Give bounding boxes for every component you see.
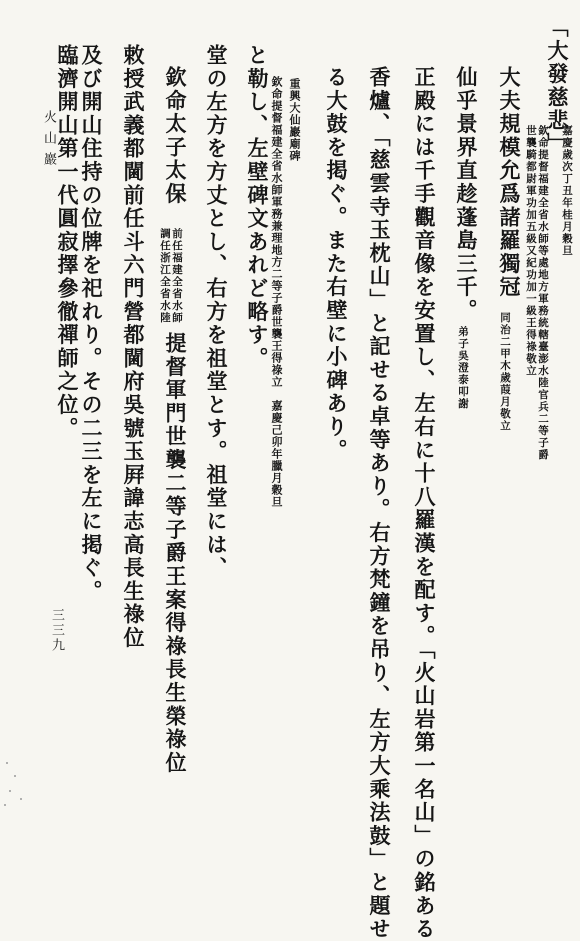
page-number: 三三九 bbox=[49, 608, 64, 653]
scan-speck bbox=[4, 804, 6, 806]
text-col-8: と勒し、左壁碑文あれど略す。 bbox=[245, 44, 270, 371]
note-col-1b1: 欽命提督福建全省水師等處地方軍務統轄臺澎水陸官兵二等子爵 bbox=[537, 125, 549, 461]
text-col-10-rest: 提督軍門世襲二等子爵王案得祿長生榮祿位 bbox=[163, 332, 188, 775]
note-col-10b: 調任浙江全省水陸 bbox=[159, 228, 171, 324]
note-col-7: 欽命提督福建全省水師軍務兼理地方二等子爵世襲王得祿立 嘉慶己卯年臘月穀旦 bbox=[270, 76, 283, 508]
scan-speck bbox=[9, 790, 11, 792]
text-col-13: 臨濟開山第一代圓寂擇參徹禪師之位。 bbox=[55, 44, 80, 441]
scan-speck bbox=[14, 775, 16, 777]
text-col-11: 敕授武義都閫前任斗六門營都閫府吳號玉屛諱志高長生祿位 bbox=[121, 44, 146, 650]
running-header: 火山巖 bbox=[41, 110, 56, 173]
note-col-1a: 嘉慶歲次丁丑年桂月穀旦 bbox=[561, 125, 573, 257]
note-col-3: 弟子吳澄泰叩謝 bbox=[457, 326, 469, 410]
text-col-6: る大鼓を掲ぐ。また右壁に小碑あり。 bbox=[324, 66, 349, 463]
text-col-9: 堂の左方を方丈とし、右方を祖堂とす。祖堂には、 bbox=[204, 44, 229, 580]
text-col-1: 「大發慈悲」 bbox=[545, 16, 570, 156]
scan-speck bbox=[6, 762, 8, 764]
text-col-12: 及び開山住持の位牌を祀れり。その二三を左に掲ぐ。 bbox=[79, 44, 104, 604]
scan-speck bbox=[20, 798, 22, 800]
text-col-4: 正殿には千手觀音像を安置し、左右に十八羅漢を配す。「火山岩第一名山」の銘ある bbox=[412, 66, 437, 941]
stele-title: 重興大仙巖廟碑 bbox=[288, 78, 301, 162]
note-col-10a: 前任福建全省水師 bbox=[171, 228, 183, 324]
text-col-10: 欽命太子太保 bbox=[163, 66, 188, 206]
note-col-1b2: 世襲騎都尉軍功加五級又紀功加一級王得祿敬立 bbox=[525, 125, 537, 377]
text-col-5: 香爐、「慈雲寺玉枕山」と記せる卓等あり。右方梵鐘を吊り、左方大乘法鼓」と題せ bbox=[367, 66, 392, 941]
text-col-3: 仙乎景界直趁蓬島三千。 bbox=[454, 66, 479, 323]
text-col-2: 大夫規模允爲諸羅獨冠 bbox=[497, 66, 522, 299]
note-col-2: 同治二甲木歲葭月敬立 bbox=[499, 312, 511, 432]
